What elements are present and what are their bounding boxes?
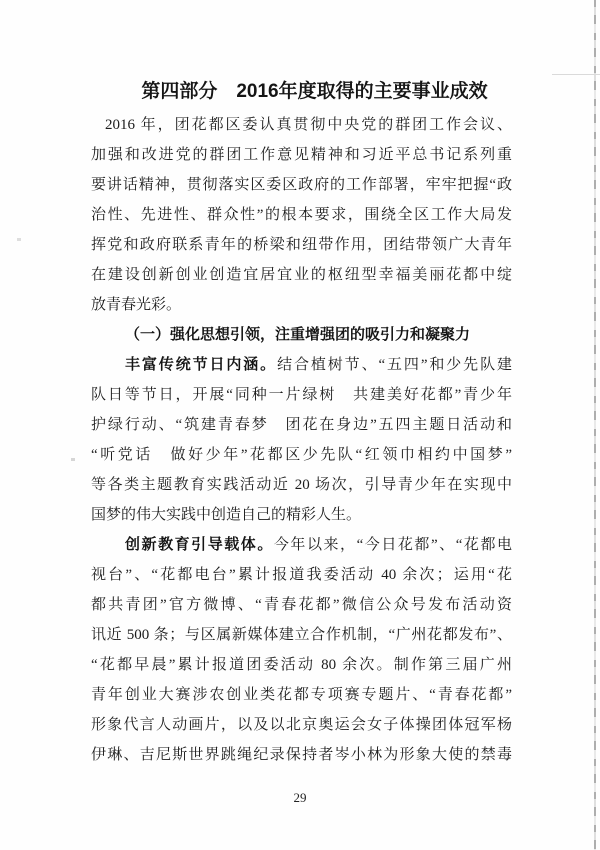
paragraph3-line: 青年创业大赛涉农创业类花都专项赛专题片、“青春花都” xyxy=(91,687,512,703)
paragraph3-text: 今年以来，“今日花都”、“花都电 xyxy=(273,537,512,553)
paragraph2-line: 队日等节日，开展“同种一片绿树 共建美好花都”青少年 xyxy=(91,387,512,403)
paragraph3-line: “花都早晨”累计报道团委活动 80 余次。制作第三届广州 xyxy=(91,657,512,673)
paragraph2-line: “听党话 做好少年”花都区少先队“红领巾相约中国梦” xyxy=(91,447,512,463)
paragraph2-line: 护绿行动、“筑建青春梦 团花在身边”五四主题日活动和 xyxy=(91,417,512,433)
paragraph1-line: 加强和改进党的群团工作意见精神和习近平总书记系列重 xyxy=(91,147,512,163)
paragraph2-line: 等各类主题教育实践活动近 20 场次，引导青少年在实现中 xyxy=(91,477,512,493)
document-body xyxy=(91,110,512,770)
paragraph2-line: 国梦的伟大实践中创造自己的精彩人生。 xyxy=(91,507,362,523)
section-heading: （一）强化思想引领，注重增强团的吸引力和凝聚力 xyxy=(125,326,471,343)
paragraph3-line: 都共青团”官方微博、“青春花都”微信公众号发布活动资 xyxy=(91,597,512,613)
paragraph1-line: 放青春光彩。 xyxy=(91,297,182,313)
paragraph3-lead: 创新教育引导载体。 xyxy=(125,536,274,553)
paragraph2-lead: 丰富传统节日内涵。 xyxy=(125,356,278,373)
scan-speck-artifact xyxy=(71,458,75,461)
paragraph1-line: 治性、先进性、群众性”的根本要求，围绕全区工作大局发 xyxy=(91,207,512,223)
paragraph3-line: 视台”、“花都电台”累计报道我委活动 40 余次；运用“花 xyxy=(91,567,512,583)
paragraph2-line xyxy=(91,350,512,380)
paragraph2-text: 结合植树节、“五四”和少先队建 xyxy=(277,357,512,373)
paragraph1-line: 挥党和政府联系青年的桥梁和纽带作用，团结带领广大青年 xyxy=(91,237,512,253)
paragraph3-line: 形象代言人动画片，以及以北京奥运会女子体操团体冠军杨 xyxy=(91,717,512,733)
scan-streak-artifact xyxy=(594,0,596,850)
paragraph1-line: 在建设创新创业创造宜居宜业的枢纽型幸福美丽花都中绽 xyxy=(91,267,512,283)
paragraph3-line: 伊琳、吉尼斯世界跳绳纪录保持者岑小林为形象大使的禁毒 xyxy=(91,747,512,763)
scan-mark-artifact xyxy=(552,74,600,75)
page-number: 29 xyxy=(293,790,307,805)
page-title: 第四部分 2016年度取得的主要事业成效 xyxy=(141,81,488,102)
paragraph3-line: 讯近 500 条；与区属新媒体建立合作机制，“广州花都发布”、 xyxy=(91,627,512,643)
paragraph1-line: 要讲话精神，贯彻落实区委区政府的工作部署，牢牢把握“政 xyxy=(91,177,512,193)
paragraph3-line xyxy=(91,530,512,560)
paragraph1-line: 2016 年，团花都区委认真贯彻中央党的群团工作会议、 xyxy=(105,117,512,133)
scan-speck-artifact xyxy=(17,238,21,241)
